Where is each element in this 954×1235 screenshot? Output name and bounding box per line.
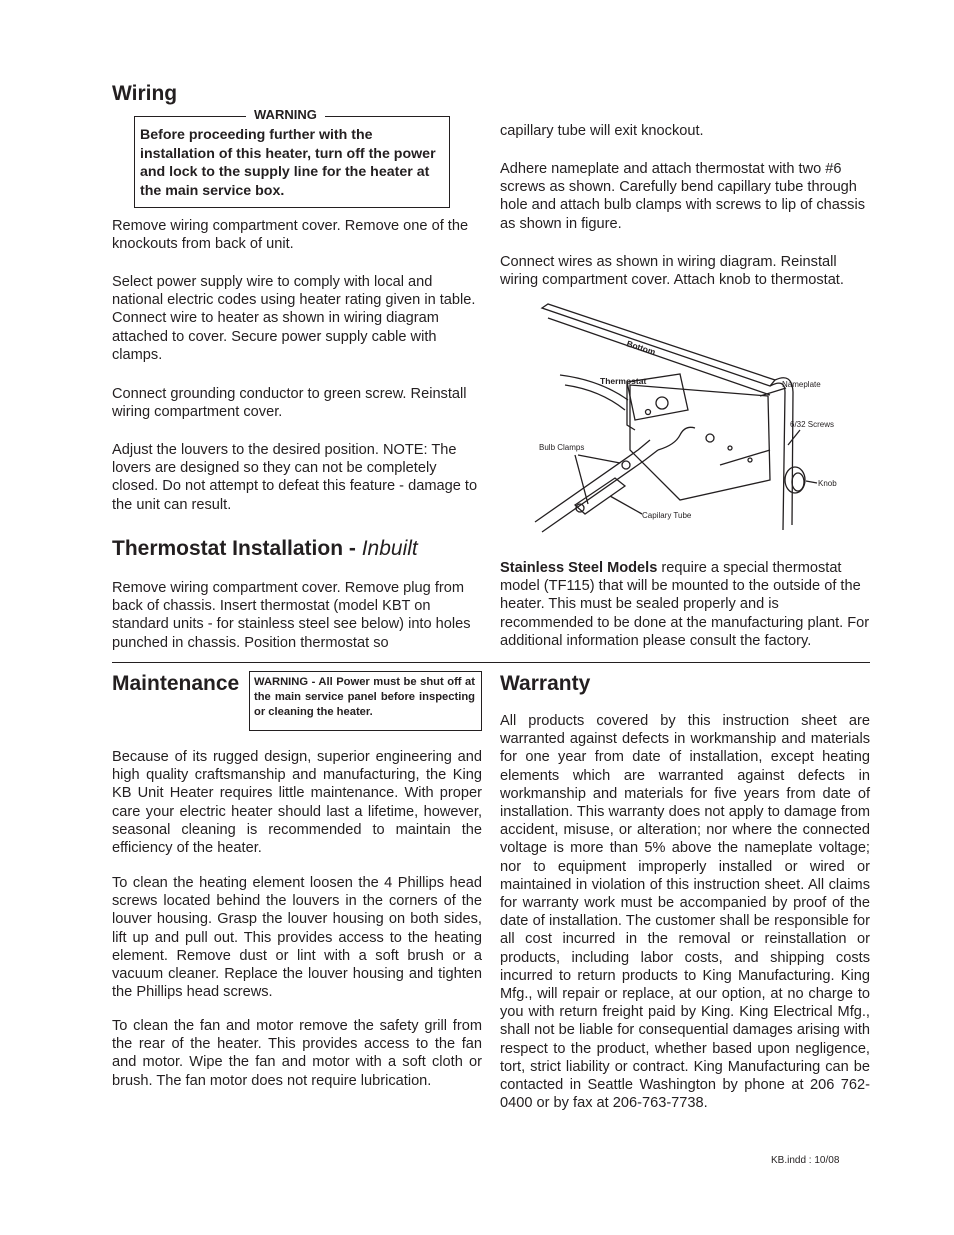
maintenance-paragraph-3: To clean the fan and motor remove the safety grill from the rear of the heater. This provides access to the fan and motor. Wipe the fan and motor with a soft cloth or brush. The fan motor does not require lubrication. [112,1018,482,1089]
thermostat-paragraph-1: Remove wiring compartment cover. Remove plug from back of chassis. Insert thermostat (model KBT on standard units - for stainless steel see below) into holes punched in chassis. Position thermostat so [112,580,471,651]
panel-screw-hole-1 [728,446,732,450]
thermostat-installation-figure [530,300,870,550]
stainless-paragraph [500,559,872,650]
leader-nameplate [760,388,786,396]
leader-knob [806,481,817,483]
leader-bulb-clamps-1 [575,455,588,504]
stainless-rest: require a special thermostat model (TF115) that will be mounted to the outside of the heater. This must be sealed properly and is recommended to be done at the manufacturing plant. For additional information please consult the factory. [500,560,870,649]
maintenance-paragraph-2: To clean the heating element loosen the 4 Phillips head screws located behind the louvers in the corners of the louver housing. Grasp the louver housing on both sides, lift up and pull out. This provides access to the heating element. Remove dust or lint with a soft brush or a vacuum cleaner. Replace the louver housing and tighten the Phillips head screws. [112,875,482,1001]
panel-hole [706,434,714,442]
label-bulb-clamps: Bulb Clamps [539,443,585,452]
leader-bulb-clamps-2 [578,455,620,463]
leader-capillary [610,496,642,514]
wiring-paragraph-2: Select power supply wire to comply with local and national electric codes using heater rating given in table. Connect wire to heater as shown in wiring diagram attached to cover. Secure power supply cable with clamps. [112,274,476,363]
label-screws: 6/32 Screws [790,420,835,429]
wire-1 [565,385,625,410]
capillary-tube-lower [542,450,658,532]
wiring-warning-box [134,107,450,208]
section-divider [112,662,870,663]
maintenance-warning-text: WARNING - All Power must be shut off at the main service panel before inspecting or cleaning the heater. [254,676,475,718]
wiring-warning-text: Before proceeding further with the installation of this heater, turn off the power and lock to the supply line for the heater at the main service box. [140,127,436,199]
chassis-side-panel [630,385,770,500]
maintenance-paragraph-1: Because of its rugged design, superior engineering and high quality craftsmanship and manufacturing, the King KB Unit Heater requires little maintenance. With proper care your electric heater should last a lifetime, however, seasonal cleaning is recommended to maintain the efficiency of the heater. [112,749,482,857]
wiring-warning-label: WARNING [246,107,325,122]
thermostat-paragraph-2: capillary tube will exit knockout. [500,123,704,139]
label-nameplate: Nameplate [782,380,821,389]
maintenance-heading: Maintenance [112,672,240,695]
chassis-top-rail [542,304,775,386]
maintenance-warning-box [249,671,482,731]
panel-screw-hole-2 [748,458,752,462]
label-thermostat: Thermostat [600,376,647,386]
thermostat-paragraph-4: Connect wires as shown in wiring diagram. Reinstall wiring compartment cover. Attach knob to thermostat. [500,254,844,289]
warranty-text: All products covered by this instruction sheet are warranted against defects in workmanship and materials for one year from date of installation, except heating elements which are warranted against defects in workmanship and materials for five years from date of installation. This warranty does not apply to damage from accident, misuse, or alteration; nor where the connected voltage is more than 5% above the nameplate voltage; nor to equipment improperly installed or wired or maintained in violation of this instruction sheet. All claims for warranty work must be accompanied by proof of the date of installation. The customer shall be responsible for all cost incurred in the removal or reinstallation or products, including labor costs, and shipping costs incurred to return products to King Manufacturing. King Mfg., will repair or replace, at our option, at no charge to you with return freight paid by King. King Electrical Mfg., shall not be liable for consequential damages arising with respect to the product, whether based upon negligence, tort, strict liability or contract. King Manufacturing can be contacted in Seattle Washington by phone at 206 762-0400 or by fax at 206-763-7738. [500,713,870,1112]
footer-file-info: KB.indd : 10/08 [771,1155,840,1166]
thermostat-shaft [656,397,668,409]
thermostat-heading [112,537,418,561]
knob-face [792,473,804,491]
thermostat-heading-italic: Inbuilt [361,537,418,560]
wiring-paragraph-1: Remove wiring compartment cover. Remove one of the knockouts from back of unit. [112,218,469,253]
wiring-paragraph-4: Adjust the louvers to the desired position. NOTE: The lovers are designed so they can not be completely closed. Do not attempt to defeat this feature - damage to the unit can result. [112,442,478,513]
stainless-bold: Stainless Steel Models [500,560,658,576]
thermostat-paragraph-3: Adhere nameplate and attach thermostat with two #6 screws as shown. Carefully bend capillary tube through hole and attach bulb clamps with screws to lip of chassis as shown in figure. [500,161,866,232]
capillary-bend [658,427,695,450]
label-knob: Knob [818,479,837,488]
label-capillary-tube: Capilary Tube [642,511,692,520]
chassis-lip [720,450,770,465]
chassis-inner-edge [548,318,770,395]
chassis-corner [770,383,785,530]
thermostat-screw-hole [646,410,651,415]
leader-screws [788,430,800,445]
thermostat-heading-main: Thermostat Installation - [112,537,362,560]
wiring-heading: Wiring [112,82,178,105]
bulb-clamp-screw-2 [622,461,630,469]
label-bottom: Bottom [625,338,657,358]
warranty-heading: Warranty [500,672,591,695]
wiring-paragraph-3: Connect grounding conductor to green screw. Reinstall wiring compartment cover. [112,386,467,421]
